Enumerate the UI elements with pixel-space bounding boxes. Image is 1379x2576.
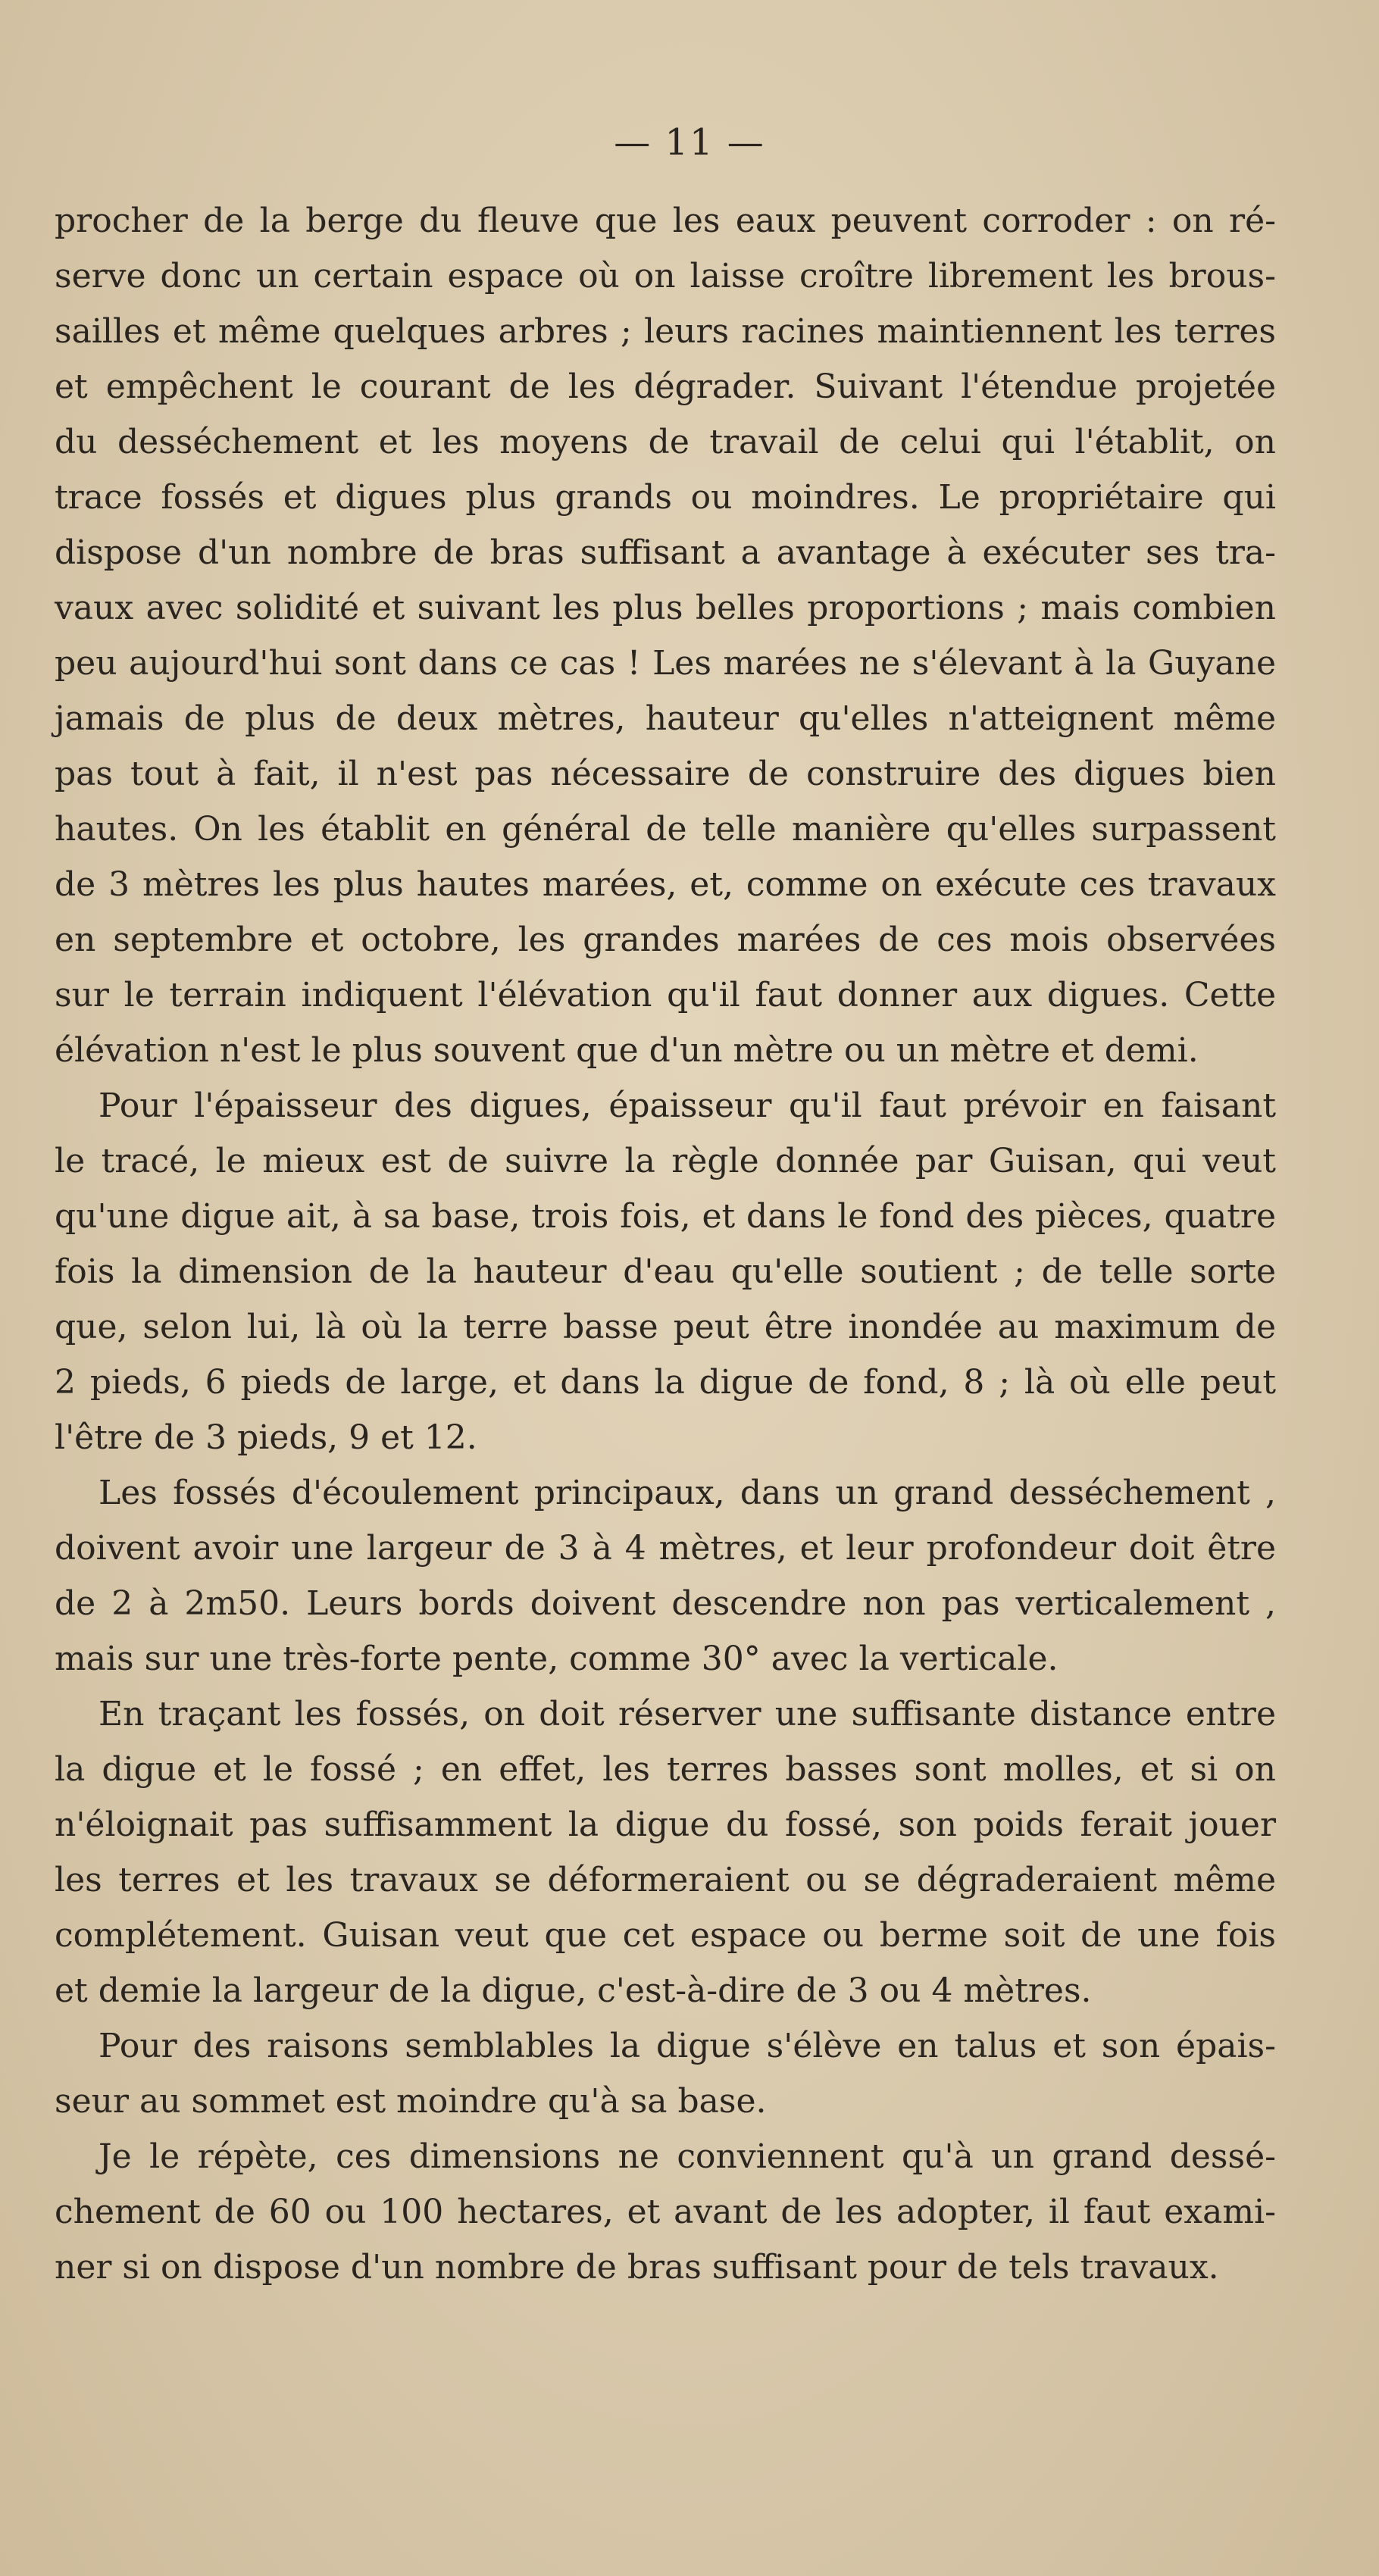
text-line: que, selon lui, là où la terre basse peut être inondée au maximum de xyxy=(55,1308,1276,1346)
text-line: élévation n'est le plus souvent que d'un mètre ou un mètre et demi. xyxy=(55,1031,1199,1070)
text-line: fois la dimension de la hauteur d'eau qu'elle soutient ; de telle sorte xyxy=(55,1252,1276,1291)
body-text xyxy=(55,193,1276,2295)
text-line: Les fossés d'écoulement principaux, dans un grand desséchement , xyxy=(98,1474,1276,1512)
text-line: dispose d'un nombre de bras suffisant a avantage à exécuter ses tra- xyxy=(55,533,1276,572)
text-line: sur le terrain indiquent l'élévation qu'il faut donner aux digues. Cette xyxy=(55,976,1276,1014)
text-line: la digue et le fossé ; en effet, les terres basses sont molles, et si on xyxy=(55,1750,1276,1789)
text-line: mais sur une très-forte pente, comme 30° avec la verticale. xyxy=(55,1640,1058,1678)
text-line: les terres et les travaux se déformeraient ou se dégraderaient même xyxy=(55,1861,1276,1899)
text-line: en septembre et octobre, les grandes marées de ces mois observées xyxy=(55,921,1276,959)
text-line: du desséchement et les moyens de travail de celui qui l'établit, on xyxy=(55,423,1276,461)
text-line: l'être de 3 pieds, 9 et 12. xyxy=(55,1418,477,1457)
text-line: de 3 mètres les plus hautes marées, et, comme on exécute ces travaux xyxy=(55,865,1276,904)
text-line: qu'une digue ait, à sa base, trois fois, et dans le fond des pièces, quatre xyxy=(55,1197,1276,1236)
text-line: seur au sommet est moindre qu'à sa base. xyxy=(55,2082,767,2121)
text-line: de 2 à 2m50. Leurs bords doivent descendre non pas verticalement , xyxy=(55,1584,1276,1623)
text-line: n'éloignait pas suffisamment la digue du fossé, son poids ferait jouer xyxy=(55,1805,1276,1844)
text-line: Je le répète, ces dimensions ne conviennent qu'à un grand dessé- xyxy=(98,2137,1276,2176)
text-line: En traçant les fossés, on doit réserver une suffisante distance entre xyxy=(98,1695,1276,1733)
text-line: vaux avec solidité et suivant les plus belles proportions ; mais combien xyxy=(55,589,1276,627)
paragraph xyxy=(55,1465,1276,1687)
text-line: Pour l'épaisseur des digues, épaisseur qu'il faut prévoir en faisant xyxy=(98,1086,1276,1125)
text-line: et empêchent le courant de les dégrader. Suivant l'étendue projetée xyxy=(55,367,1276,406)
text-line: 2 pieds, 6 pieds de large, et dans la digue de fond, 8 ; là où elle peut xyxy=(55,1363,1276,1402)
paragraph xyxy=(55,2018,1276,2129)
text-line: et demie la largeur de la digue, c'est-à-dire de 3 ou 4 mètres. xyxy=(55,1971,1092,2010)
text-line: peu aujourd'hui sont dans ce cas ! Les marées ne s'élevant à la Guyane xyxy=(55,644,1276,683)
text-line: hautes. On les établit en général de telle manière qu'elles surpassent xyxy=(55,810,1276,849)
text-line: complétement. Guisan veut que cet espace ou berme soit de une fois xyxy=(55,1916,1276,1955)
paragraph xyxy=(55,193,1276,1078)
text-line: serve donc un certain espace où on laisse croître librement les brous- xyxy=(55,257,1276,295)
text-line: trace fossés et digues plus grands ou moindres. Le propriétaire qui xyxy=(55,478,1276,517)
page-number: — 11 — xyxy=(614,121,765,164)
paragraph xyxy=(55,2129,1276,2295)
paragraph xyxy=(55,1687,1276,2018)
text-line: pas tout à fait, il n'est pas nécessaire de construire des digues bien xyxy=(55,755,1276,793)
paragraph xyxy=(55,1078,1276,1465)
text-line: le tracé, le mieux est de suivre la règle donnée par Guisan, qui veut xyxy=(55,1142,1276,1180)
text-line: procher de la berge du fleuve que les eaux peuvent corroder : on ré- xyxy=(55,202,1276,240)
text-line: Pour des raisons semblables la digue s'élève en talus et son épais- xyxy=(98,2027,1276,2065)
text-line: ner si on dispose d'un nombre de bras suffisant pour de tels travaux. xyxy=(55,2248,1219,2287)
text-line: chement de 60 ou 100 hectares, et avant de les adopter, il faut exami- xyxy=(55,2193,1276,2231)
text-line: doivent avoir une largeur de 3 à 4 mètres, et leur profondeur doit être xyxy=(55,1529,1276,1568)
text-line: sailles et même quelques arbres ; leurs racines maintiennent les terres xyxy=(55,312,1276,351)
text-line: jamais de plus de deux mètres, hauteur qu'elles n'atteignent même xyxy=(55,699,1276,738)
